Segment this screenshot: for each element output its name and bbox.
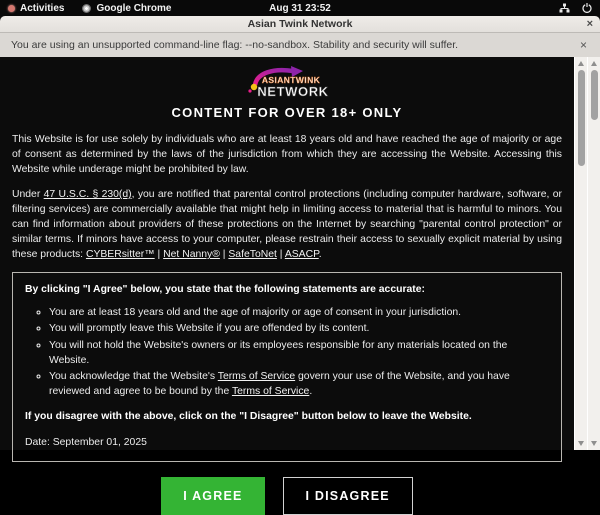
agreement-bullet: ◦ You are at least 18 years old and the age of majority or age of consent in your jurisdiction.	[49, 305, 549, 320]
window-scrollbar-thumb[interactable]	[591, 70, 598, 120]
consent-buttons	[12, 477, 562, 515]
chrome-icon	[82, 4, 91, 13]
tos-bullet-end: .	[309, 386, 313, 398]
clock[interactable]: Aug 31 23:52	[269, 2, 331, 14]
parental-controls-paragraph	[12, 187, 562, 262]
scroll-down-icon[interactable]	[588, 438, 600, 449]
i-agree-button[interactable]: I AGREE	[161, 477, 264, 515]
terms-of-service-link[interactable]: Terms of Service	[217, 371, 296, 383]
logo-line2: NETWORK	[257, 84, 329, 99]
scroll-up-icon[interactable]	[588, 58, 600, 69]
chrome-app-label: Google Chrome	[96, 2, 172, 14]
scroll-up-icon[interactable]	[575, 58, 587, 69]
power-icon[interactable]	[582, 3, 592, 13]
site-logo	[12, 65, 562, 99]
chrome-app-menu[interactable]	[82, 3, 171, 14]
page-title: CONTENT FOR OVER 18+ ONLY	[171, 105, 403, 120]
safetonet-link[interactable]: SafeToNet	[228, 249, 277, 261]
agreement-bullet: ◦ You will not hold the Website's owners or its employees responsible for any materials located on the Website.	[49, 338, 549, 368]
sentence-end: .	[318, 249, 322, 261]
network-icon[interactable]	[559, 3, 570, 13]
agreement-box	[12, 272, 562, 461]
activities-button[interactable]	[8, 3, 64, 14]
tos-bullet-mid: govern your use of the Website, and you have reviewed and agree to be bound by the	[49, 371, 510, 398]
page-scrollbar-thumb[interactable]	[578, 70, 585, 166]
i-disagree-button[interactable]: I DISAGREE	[283, 477, 413, 515]
agreement-bullet-list	[25, 305, 549, 400]
scroll-down-icon[interactable]	[575, 438, 587, 449]
chrome-infobar	[0, 33, 600, 57]
product-separator: |	[219, 249, 229, 261]
agreement-bullet: ◦ You will promptly leave this Website if you are offended by its content.	[49, 321, 549, 336]
asacp-link[interactable]: ASACP	[284, 249, 319, 261]
logo-line1: ASIANTWINK	[261, 75, 321, 85]
activities-dot-icon	[8, 5, 15, 12]
age-gate-page	[0, 57, 574, 503]
window-titlebar[interactable]	[0, 16, 600, 33]
infobar-close-icon[interactable]: ×	[579, 38, 587, 52]
agreement-bullet-tos	[49, 369, 549, 399]
window-close-button[interactable]: ×	[586, 18, 593, 30]
usc-230d-link[interactable]: 47 U.S.C. § 230(d)	[43, 189, 132, 201]
page-scrollbar[interactable]	[574, 57, 587, 450]
tos-bullet-pre: You acknowledge that the Website's	[49, 371, 218, 383]
product-separator: |	[276, 249, 285, 261]
date-line: Date: September 01, 2025	[25, 436, 147, 448]
activities-label: Activities	[20, 2, 65, 14]
infobar-message: You are using an unsupported command-line flag: --no-sandbox. Stability and security will suffer.	[11, 39, 459, 51]
window-title: Asian Twink Network	[247, 18, 353, 30]
law-text-body: , you are notified that parental control protections (including computer hardware, software, or filtering services) are commercially available that might help in limiting access to material that is harmful to minors. You can find information about providers of these protections on the Internet by searching "parental control protection" or similar terms. If minors have access to your computer, please restrain their access to sexually explicit material by using these products:	[12, 189, 563, 261]
law-text-prefix: Under	[12, 189, 44, 201]
window-scrollbar[interactable]	[587, 57, 600, 450]
intro-paragraph: This Website is for use solely by individuals who are at least 18 years old and have reached the age of majority or age of consent as determined by the laws of the jurisdiction from which they are accessing the Website. Accessing this Website while underage might be prohibited by law.	[12, 133, 562, 175]
disagree-instruction: If you disagree with the above, click on the "I Disagree" button below to leave the Website.	[25, 410, 472, 422]
product-separator: |	[154, 249, 164, 261]
agreement-intro: By clicking "I Agree" below, you state that the following statements are accurate:	[25, 284, 425, 296]
gnome-top-bar	[0, 0, 600, 16]
cybersitter-link[interactable]: CYBERsitter™	[85, 249, 155, 261]
site-logo-graphic	[235, 65, 339, 99]
netnanny-link[interactable]: Net Nanny®	[163, 249, 220, 261]
terms-of-service-link[interactable]: Terms of Service	[231, 386, 310, 398]
